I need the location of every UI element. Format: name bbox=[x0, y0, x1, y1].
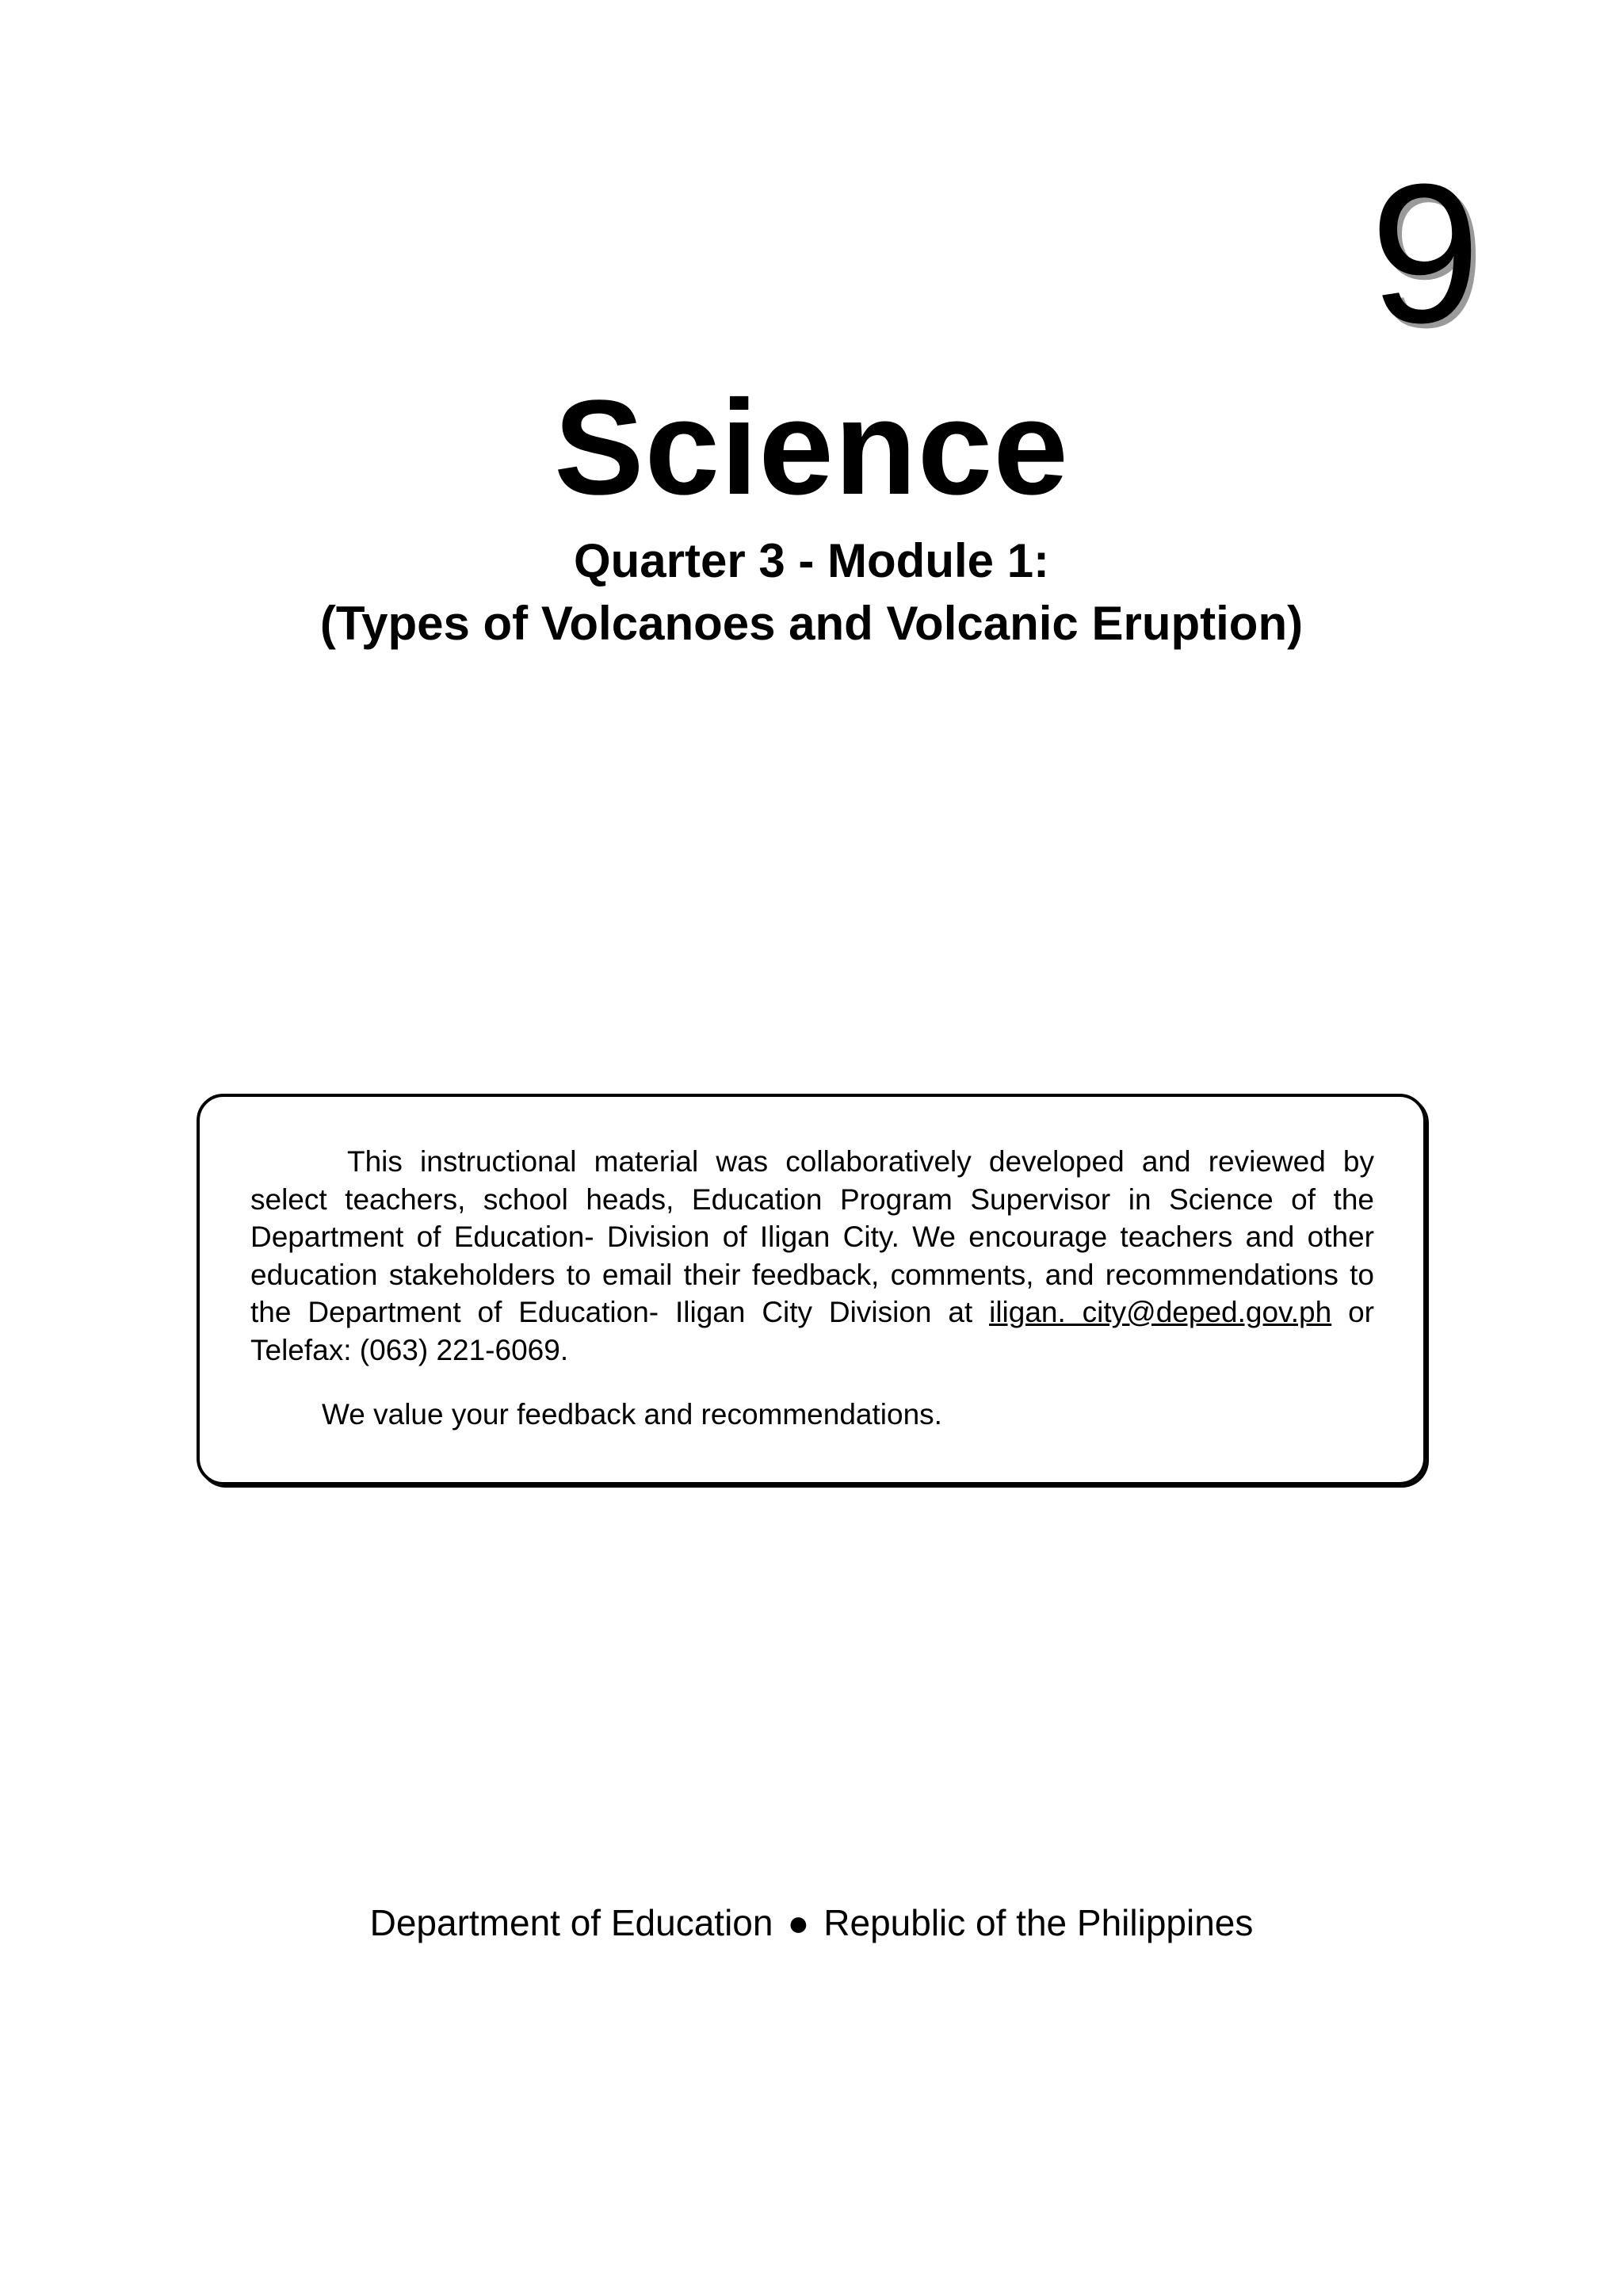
footer-republic: Republic of the Philippines bbox=[823, 1902, 1254, 1943]
feedback-notice-box bbox=[197, 1094, 1426, 1485]
notice-thanks: We value your feedback and recommendations. bbox=[322, 1398, 942, 1431]
footer-line bbox=[0, 1904, 1623, 1941]
notice-telefax-text: or Telefax: (063) 221-6069. bbox=[250, 1296, 1374, 1366]
footer-department: Department of Education bbox=[369, 1902, 773, 1943]
module-label: Quarter 3 - Module 1: bbox=[573, 534, 1050, 587]
notice-email-link[interactable]: iligan. city@deped.gov.ph bbox=[989, 1296, 1332, 1328]
module-topic: (Types of Volcanoes and Volcanic Eruption) bbox=[319, 597, 1304, 650]
footer-bullet-separator: ● bbox=[787, 1902, 810, 1943]
notice-paragraph bbox=[250, 1143, 1374, 1369]
notice-text: This instructional material was collaboratively developed and reviewed by select teachers, school heads, Education Program Supervisor in Science of the Department of Education- Division of Iligan City. We encourage teachers and other education stakeholders to email their feedback, comments, and recommendations to the Department of Education- Iligan City Division at bbox=[250, 1145, 1374, 1328]
subject-title: Science bbox=[554, 372, 1069, 523]
grade-number: 9 bbox=[1369, 143, 1480, 364]
